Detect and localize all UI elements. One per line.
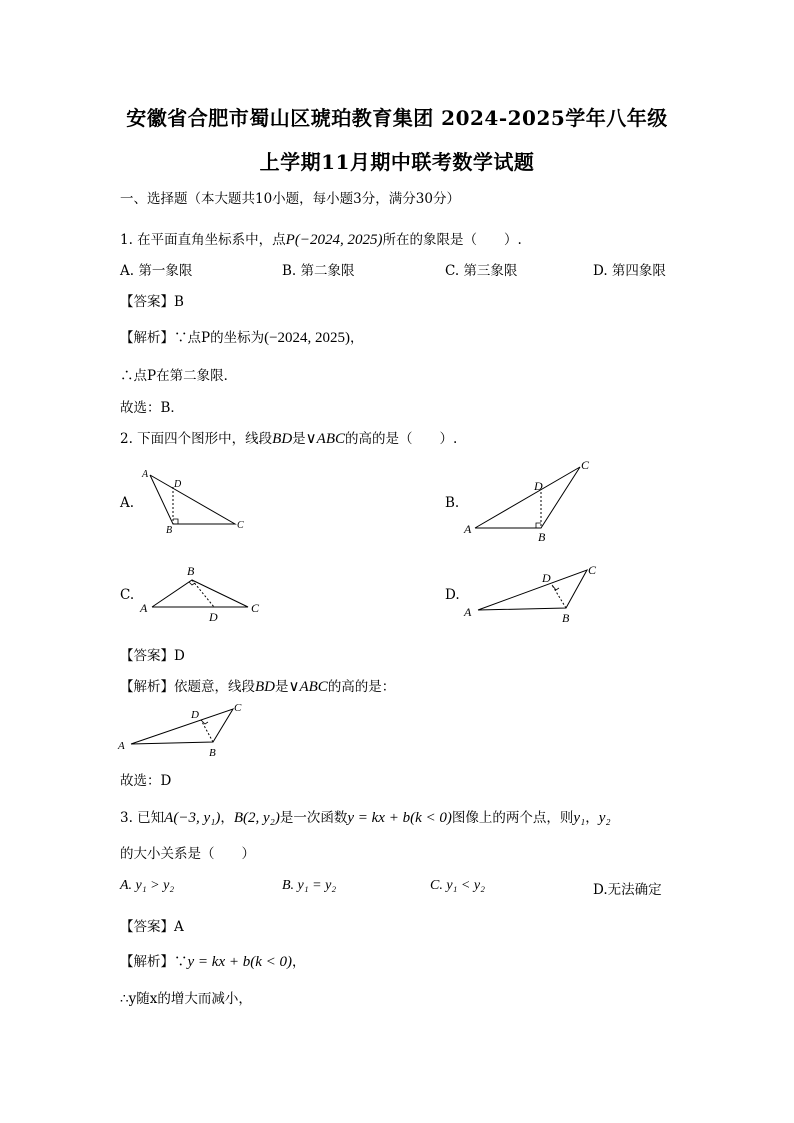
title-line-1: 安徽省合肥市蜀山区琥珀教育集团 2024-2025学年八年级 xyxy=(126,106,668,130)
fig-b-label-d: D xyxy=(534,479,543,493)
ans-fig-label-c: C xyxy=(234,702,242,714)
q3-stem xyxy=(120,806,611,827)
section-header: 一、选择题（本大题共10小题，每小题3分，满分30分） xyxy=(120,191,460,207)
q2-stem-pre: 2. 下面四个图形中，线段 xyxy=(120,431,273,447)
ans-fig-label-b: B xyxy=(209,747,216,759)
q2-analysis-seg: BD xyxy=(255,679,275,695)
q2-analysis-mid: 是 xyxy=(275,679,289,695)
fig-a-label-d: D xyxy=(174,479,182,490)
q1-option-c: C. 第三象限 xyxy=(445,263,518,279)
q2-option-b-label: B. xyxy=(445,495,460,511)
q1-stem-post: 所在的象限是（ ）. xyxy=(382,232,522,248)
q1-analysis xyxy=(120,326,364,347)
q3-analysis-pre: 【解析】∵ xyxy=(120,954,188,970)
q3-y1: y₁ xyxy=(573,810,586,826)
q2-option-d-label: D. xyxy=(445,587,460,603)
q2-choose: 故选：D xyxy=(120,773,172,789)
fig-c-label-a: A xyxy=(140,601,148,615)
q1-stem-pre: 1. 在平面直角坐标系中，点 xyxy=(120,232,286,248)
q3-answer: 【答案】A xyxy=(120,919,184,935)
q2-figure-c xyxy=(138,562,273,627)
q2-figure-a xyxy=(135,465,255,540)
fig-b-label-b: B xyxy=(538,530,546,544)
q3-comma: ， xyxy=(585,810,599,826)
q1-analysis-expr: (−2024, 2025) xyxy=(264,330,351,346)
q3-func: y = kx + b(k < 0) xyxy=(347,810,452,826)
q3-analysis-post: ， xyxy=(292,954,306,970)
q3-conclusion: ∴y随x的增大而减小， xyxy=(120,991,252,1007)
q3-point-b: B(2, y₂) xyxy=(233,810,280,826)
fig-d-label-c: C xyxy=(588,563,597,577)
q3-analysis xyxy=(120,950,306,971)
q2-stem xyxy=(120,427,457,448)
fig-d-label-a: A xyxy=(464,605,472,619)
q1-answer: 【答案】B xyxy=(120,294,184,310)
fig-b-label-a: A xyxy=(464,522,472,536)
q1-point-expr: P(−2024, 2025) xyxy=(285,232,383,248)
q3-stem-post: 图像上的两个点，则 xyxy=(451,810,574,826)
q2-option-c-label: C. xyxy=(120,587,135,603)
q1-analysis-post: ， xyxy=(350,330,364,346)
q1-choose: 故选：B． xyxy=(120,400,184,416)
q2-analysis xyxy=(120,675,395,696)
q3-y2: y₂ xyxy=(598,810,611,826)
fig-d-label-b: B xyxy=(562,611,570,625)
fig-c-label-b: B xyxy=(187,564,195,578)
q3-stem-line-2: 的大小关系是（ ） xyxy=(120,846,255,862)
q2-figure-d xyxy=(460,558,610,628)
q2-analysis-tri: ∨ABC xyxy=(288,679,328,695)
ans-fig-label-a: A xyxy=(118,740,125,752)
fig-b-label-c: C xyxy=(581,458,590,472)
q1-option-a: A. 第一象限 xyxy=(120,263,193,279)
fig-a-label-a: A xyxy=(142,469,149,480)
q3-option-c: C. y₁ < y₂ xyxy=(430,878,485,893)
fig-d-label-d: D xyxy=(542,571,551,585)
q1-option-b: B. 第二象限 xyxy=(282,263,355,279)
fig-c-label-d: D xyxy=(209,610,218,624)
q1-conclusion: ∴点P在第二象限． xyxy=(120,368,238,384)
q3-option-b: B. y₁ = y₂ xyxy=(282,878,337,893)
q2-figure-b xyxy=(460,455,600,545)
q1-option-d: D. 第四象限 xyxy=(593,263,666,279)
q3-stem-pre: 3. 已知 xyxy=(120,810,165,826)
q2-seg: BD xyxy=(272,431,293,447)
q2-analysis-post: 的高的是： xyxy=(327,679,396,695)
q2-is: 是 xyxy=(292,431,306,447)
title-line-2: 上学期11月期中联考数学试题 xyxy=(259,150,535,174)
q1-stem xyxy=(120,228,522,249)
fig-a-label-b: B xyxy=(166,525,173,536)
q3-sep: ， xyxy=(220,810,234,826)
q3-stem-mid: 是一次函数 xyxy=(279,810,348,826)
q2-answer-figure xyxy=(115,697,255,762)
q2-tri: ∨ABC xyxy=(305,431,345,447)
q2-option-a-label: A. xyxy=(120,495,135,511)
fig-a-label-c: C xyxy=(237,520,244,531)
q1-analysis-pre: 【解析】∵点P的坐标为 xyxy=(120,330,265,346)
ans-fig-label-d: D xyxy=(191,709,199,721)
q2-stem-post: 的高的是（ ）. xyxy=(344,431,458,447)
q3-analysis-expr: y = kx + b(k < 0) xyxy=(187,954,292,970)
q3-point-a: A(−3, y₁) xyxy=(164,810,221,826)
q2-analysis-pre: 【解析】依题意，线段 xyxy=(120,679,255,695)
fig-c-label-c: C xyxy=(251,601,260,615)
q3-option-d: D.无法确定 xyxy=(593,882,662,898)
q3-option-a: A. y₁ > y₂ xyxy=(120,878,175,893)
q2-answer: 【答案】D xyxy=(120,648,185,664)
